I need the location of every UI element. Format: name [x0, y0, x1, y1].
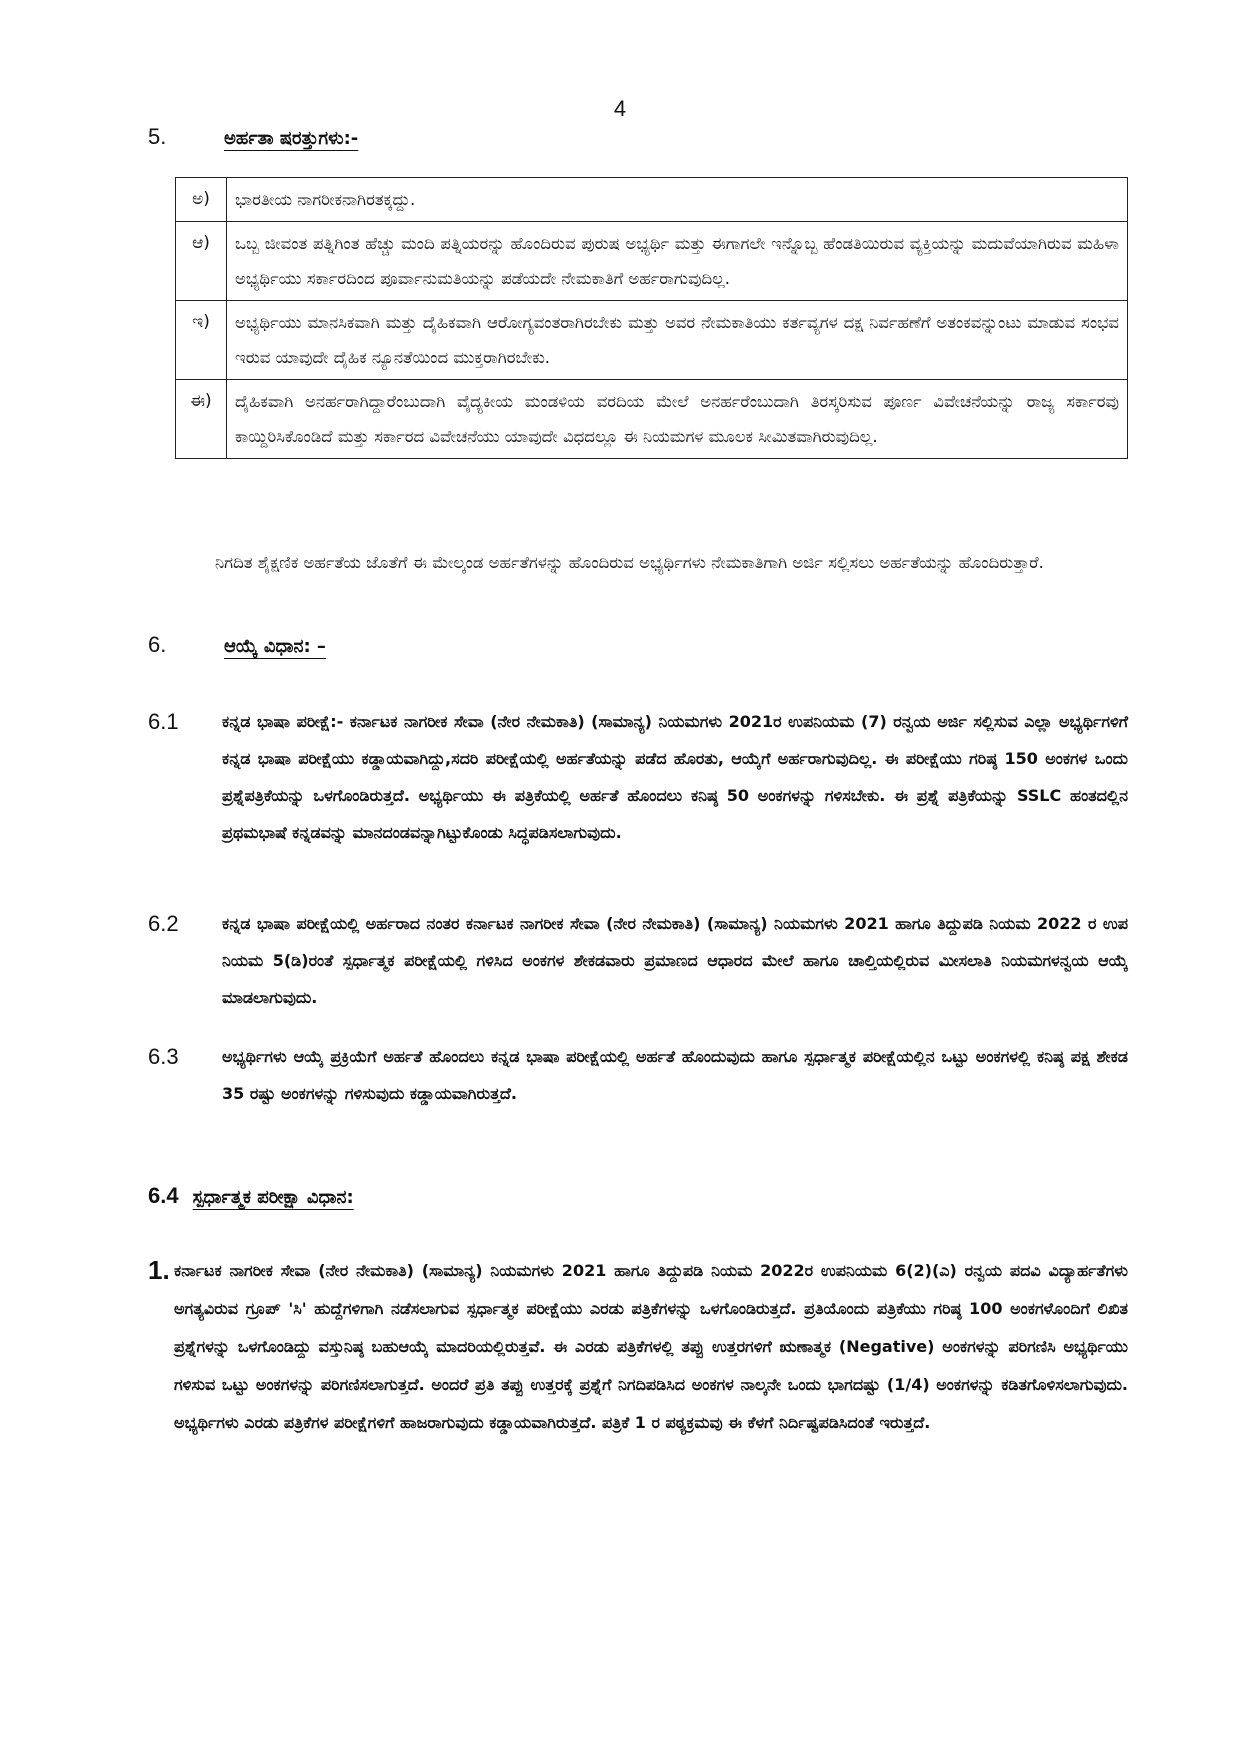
section-6-number: 6.	[148, 632, 167, 657]
eligibility-conditions-table	[175, 177, 1128, 459]
condition-label: ಆ)	[176, 222, 227, 301]
section-5-heading	[148, 124, 358, 150]
page-number: 4	[613, 96, 627, 121]
subsection-6-1	[148, 703, 1128, 851]
subsection-text: ಕನ್ನಡ ಭಾಷಾ ಪರೀಕ್ಷೆ:- ಕರ್ನಾಟಕ ನಾಗರೀಕ ಸೇವಾ (ನೇರ ನೇಮಕಾತಿ) (ಸಾಮಾನ್ಯ) ನಿಯಮಗಳು 2021ರ ಉಪನಿಯಮ (7) ರನ್ವಯ ಅರ್ಜಿ ಸಲ್ಲಿಸುವ ಎಲ್ಲಾ ಅಭ್ಯರ್ಥಿಗಳಿಗೆ ಕನ್ನಡ ಭಾಷಾ ಪರೀಕ್ಷೆಯು ಕಡ್ಡಾಯವಾಗಿದ್ದು,ಸದರಿ ಪರೀಕ್ಷೆಯಲ್ಲಿ ಅರ್ಹತೆಯನ್ನು ಪಡೆದ ಹೊರತು, ಆಯ್ಕೆಗೆ ಅರ್ಹರಾಗುವುದಿಲ್ಲ. ಈ ಪರೀಕ್ಷೆಯು ಗರಿಷ್ಠ 150 ಅಂಕಗಳ ಒಂದು ಪ್ರಶ್ನೆಪತ್ರಿಕೆಯನ್ನು ಒಳಗೊಂಡಿರುತ್ತದೆ. ಅಭ್ಯರ್ಥಿಯು ಈ ಪತ್ರಿಕೆಯಲ್ಲಿ ಅರ್ಹತೆ ಹೊಂದಲು ಕನಿಷ್ಠ 50 ಅಂಕಗಳನ್ನು ಗಳಿಸಬೇಕು. ಈ ಪ್ರಶ್ನೆ ಪತ್ರಿಕೆಯನ್ನು SSLC ಹಂತದಲ್ಲಿನ ಪ್ರಥಮಭಾಷೆ ಕನ್ನಡವನ್ನು ಮಾನದಂಡವನ್ನಾಗಿಟ್ಟುಕೊಂಡು ಸಿದ್ಧಪಡಿಸಲಾಗುವುದು.	[222, 712, 1128, 842]
condition-row	[176, 178, 1128, 222]
subsection-text: ಕನ್ನಡ ಭಾಷಾ ಪರೀಕ್ಷೆಯಲ್ಲಿ ಅರ್ಹರಾದ ನಂತರ ಕರ್ನಾಟಕ ನಾಗರೀಕ ಸೇವಾ (ನೇರ ನೇಮಕಾತಿ) (ಸಾಮಾನ್ಯ) ನಿಯಮಗಳು 2021 ಹಾಗೂ ತಿದ್ದುಪಡಿ ನಿಯಮ 2022 ರ ಉಪ ನಿಯಮ 5(ಡಿ)ರಂತೆ ಸ್ಪರ್ಧಾತ್ಮಕ ಪರೀಕ್ಷೆಯಲ್ಲಿ ಗಳಿಸಿದ ಅಂಕಗಳ ಶೇಕಡವಾರು ಪ್ರಮಾಣದ ಆಧಾರದ ಮೇಲೆ ಹಾಗೂ ಚಾಲ್ತಿಯಲ್ಲಿರುವ ಮೀಸಲಾತಿ ನಿಯಮಗಳನ್ವಯ ಆಯ್ಕೆ ಮಾಡಲಾಗುವುದು.	[222, 914, 1128, 1007]
point-number: 1.	[148, 1255, 170, 1285]
condition-row	[176, 222, 1128, 301]
condition-text: ದೈಹಿಕವಾಗಿ ಅನರ್ಹರಾಗಿದ್ದಾರೆಂಬುದಾಗಿ ವೈದ್ಯಕೀಯ ಮಂಡಳಿಯ ವರದಿಯ ಮೇಲೆ ಅನರ್ಹರೆಂಬುದಾಗಿ ತಿರಸ್ಕರಿಸುವ ಪೂರ್ಣ ವಿವೇಚನೆಯನ್ನು ರಾಜ್ಯ ಸರ್ಕಾರವು ಕಾಯ್ದಿರಿಸಿಕೊಂಡಿದೆ ಮತ್ತು ಸರ್ಕಾರದ ವಿವೇಚನೆಯು ಯಾವುದೇ ವಿಧದಲ್ಲೂ ಈ ನಿಯಮಗಳ ಮೂಲಕ ಸೀಮಿತವಾಗಿರುವುದಿಲ್ಲ.	[227, 380, 1128, 459]
subsection-6-4-heading	[148, 1183, 354, 1209]
condition-text: ಅಭ್ಯರ್ಥಿಯು ಮಾನಸಿಕವಾಗಿ ಮತ್ತು ದೈಹಿಕವಾಗಿ ಆರೋಗ್ಯವಂತರಾಗಿರಬೇಕು ಮತ್ತು ಅವರ ನೇಮಕಾತಿಯು ಕರ್ತವ್ಯಗಳ ದಕ್ಷ ನಿರ್ವಹಣೆಗೆ ಅತಂಕವನ್ನುಂಟು ಮಾಡುವ ಸಂಭವ ಇರುವ ಯಾವುದೇ ದೈಹಿಕ ನ್ಯೂನತೆಯಿಂದ ಮುಕ್ತರಾಗಿರಬೇಕು.	[227, 301, 1128, 380]
subsection-6-4-title: ಸ್ಪರ್ಧಾತ್ಮಕ ಪರೀಕ್ಷಾ ವಿಧಾನ:	[192, 1187, 354, 1208]
condition-row	[176, 301, 1128, 380]
eligibility-closing-paragraph	[175, 542, 1125, 583]
condition-text: ಭಾರತೀಯ ನಾಗರೀಕನಾಗಿರತಕ್ಕದ್ದು.	[227, 178, 1128, 222]
subsection-number: 6.3	[148, 1044, 179, 1069]
condition-text: ಒಬ್ಬ ಜೀವಂತ ಪತ್ನಿಗಿಂತ ಹೆಚ್ಚು ಮಂದಿ ಪತ್ನಿಯರನ್ನು ಹೊಂದಿರುವ ಪುರುಷ ಅಭ್ಯರ್ಥಿ ಮತ್ತು ಈಗಾಗಲೇ ಇನ್ನೊಬ್ಬ ಹೆಂಡತಿಯಿರುವ ವ್ಯಕ್ತಿಯನ್ನು ಮದುವೆಯಾಗಿರುವ ಮಹಿಳಾ ಅಭ್ಯರ್ಥಿಯು ಸರ್ಕಾರದಿಂದ ಪೂರ್ವಾನುಮತಿಯನ್ನು ಪಡೆಯದೇ ನೇಮಕಾತಿಗೆ ಅರ್ಹರಾಗುವುದಿಲ್ಲ.	[227, 222, 1128, 301]
point-text: ಕರ್ನಾಟಕ ನಾಗರೀಕ ಸೇವಾ (ನೇರ ನೇಮಕಾತಿ) (ಸಾಮಾನ್ಯ) ನಿಯಮಗಳು 2021 ಹಾಗೂ ತಿದ್ದುಪಡಿ ನಿಯಮ 2022ರ ಉಪನಿಯಮ 6(2)(ಎ) ರನ್ವಯ ಪದವಿ ವಿದ್ಯಾರ್ಹತೆಗಳು ಅಗತ್ಯವಿರುವ ಗ್ರೂಪ್ 'ಸಿ' ಹುದ್ದೆಗಳಿಗಾಗಿ ನಡೆಸಲಾಗುವ ಸ್ಪರ್ಧಾತ್ಮಕ ಪರೀಕ್ಷೆಯು ಎರಡು ಪತ್ರಿಕೆಗಳನ್ನು ಒಳಗೊಂಡಿರುತ್ತದೆ. ಪ್ರತಿಯೊಂದು ಪತ್ರಿಕೆಯು ಗರಿಷ್ಠ 100 ಅಂಕಗಳೊಂದಿಗೆ ಲಿಖಿತ ಪ್ರಶ್ನೆಗಳನ್ನು ಒಳಗೊಂಡಿದ್ದು ವಸ್ತುನಿಷ್ಠ ಬಹುಆಯ್ಕೆ ಮಾದರಿಯಲ್ಲಿರುತ್ತವೆ. ಈ ಎರಡು ಪತ್ರಿಕೆಗಳಲ್ಲಿ ತಪ್ಪು ಉತ್ತರಗಳಿಗೆ ಋಣಾತ್ಮಕ (Negative) ಅಂಕಗಳನ್ನು ಪರಿಗಣಿಸಿ ಅಭ್ಯರ್ಥಿಯು ಗಳಿಸುವ ಒಟ್ಟು ಅಂಕಗಳನ್ನು ಪರಿಗಣಿಸಲಾಗುತ್ತದೆ. ಅಂದರೆ ಪ್ರತಿ ತಪ್ಪು ಉತ್ತರಕ್ಕೆ ಪ್ರಶ್ನೆಗೆ ನಿಗದಿಪಡಿಸಿದ ಅಂಕಗಳ ನಾಲ್ಕನೇ ಒಂದು ಭಾಗದಷ್ಟು (1/4) ಅಂಕಗಳನ್ನು ಕಡಿತಗೊಳಿಸಲಾಗುವುದು. ಅಭ್ಯರ್ಥಿಗಳು ಎರಡು ಪತ್ರಿಕೆಗಳ ಪರೀಕ್ಷೆಗಳಿಗೆ ಹಾಜರಾಗುವುದು ಕಡ್ಡಾಯವಾಗಿರುತ್ತದೆ. ಪತ್ರಿಕೆ 1 ರ ಪಠ್ಯಕ್ರಮವು ಈ ಕೆಳಗೆ ನಿರ್ದಿಷ್ಟಪಡಿಸಿದಂತೆ ಇರುತ್ತದೆ.	[174, 1261, 1128, 1432]
condition-row	[176, 380, 1128, 459]
section-6-heading	[148, 632, 326, 658]
section-5-number: 5.	[148, 124, 167, 149]
condition-label: ಇ)	[176, 301, 227, 380]
section-5-title: ಅರ್ಹತಾ ಷರತ್ತುಗಳು:-	[224, 128, 359, 149]
subsection-text: ಅಭ್ಯರ್ಥಿಗಳು ಆಯ್ಕೆ ಪ್ರಕ್ರಿಯೆಗೆ ಅರ್ಹತೆ ಹೊಂದಲು ಕನ್ನಡ ಭಾಷಾ ಪರೀಕ್ಷೆಯಲ್ಲಿ ಅರ್ಹತೆ ಹೊಂದುವುದು ಹಾಗೂ ಸ್ಪರ್ಧಾತ್ಮಕ ಪರೀಕ್ಷೆಯಲ್ಲಿನ ಒಟ್ಟು ಅಂಕಗಳಲ್ಲಿ ಕನಿಷ್ಠ ಪಕ್ಷ ಶೇಕಡ 35 ರಷ್ಟು ಅಂಕಗಳನ್ನು ಗಳಿಸುವುದು ಕಡ್ಡಾಯವಾಗಿರುತ್ತದೆ.	[222, 1047, 1128, 1103]
section-6-title: ಆಯ್ಕೆ ವಿಧಾನ: –	[224, 636, 326, 657]
exam-method-point-1	[148, 1252, 1128, 1442]
condition-label: ಈ)	[176, 380, 227, 459]
subsection-6-3	[148, 1038, 1128, 1112]
subsection-number: 6.1	[148, 709, 179, 734]
subsection-number: 6.2	[148, 911, 179, 936]
subsection-6-4-number: 6.4	[148, 1183, 179, 1208]
closing-paragraph-text: ನಿಗದಿತ ಶೈಕ್ಷಣಿಕ ಅರ್ಹತೆಯ ಜೊತೆಗೆ ಈ ಮೇಲ್ಕಂಡ ಅರ್ಹತೆಗಳನ್ನು ಹೊಂದಿರುವ ಅಭ್ಯರ್ಥಿಗಳು ನೇಮಕಾತಿಗಾಗಿ ಅರ್ಜಿ ಸಲ್ಲಿಸಲು ಅರ್ಹತೆಯನ್ನು ಹೊಂದಿರುತ್ತಾರೆ.	[215, 553, 1044, 572]
subsection-6-2	[148, 905, 1128, 1016]
condition-label: ಅ)	[176, 178, 227, 222]
